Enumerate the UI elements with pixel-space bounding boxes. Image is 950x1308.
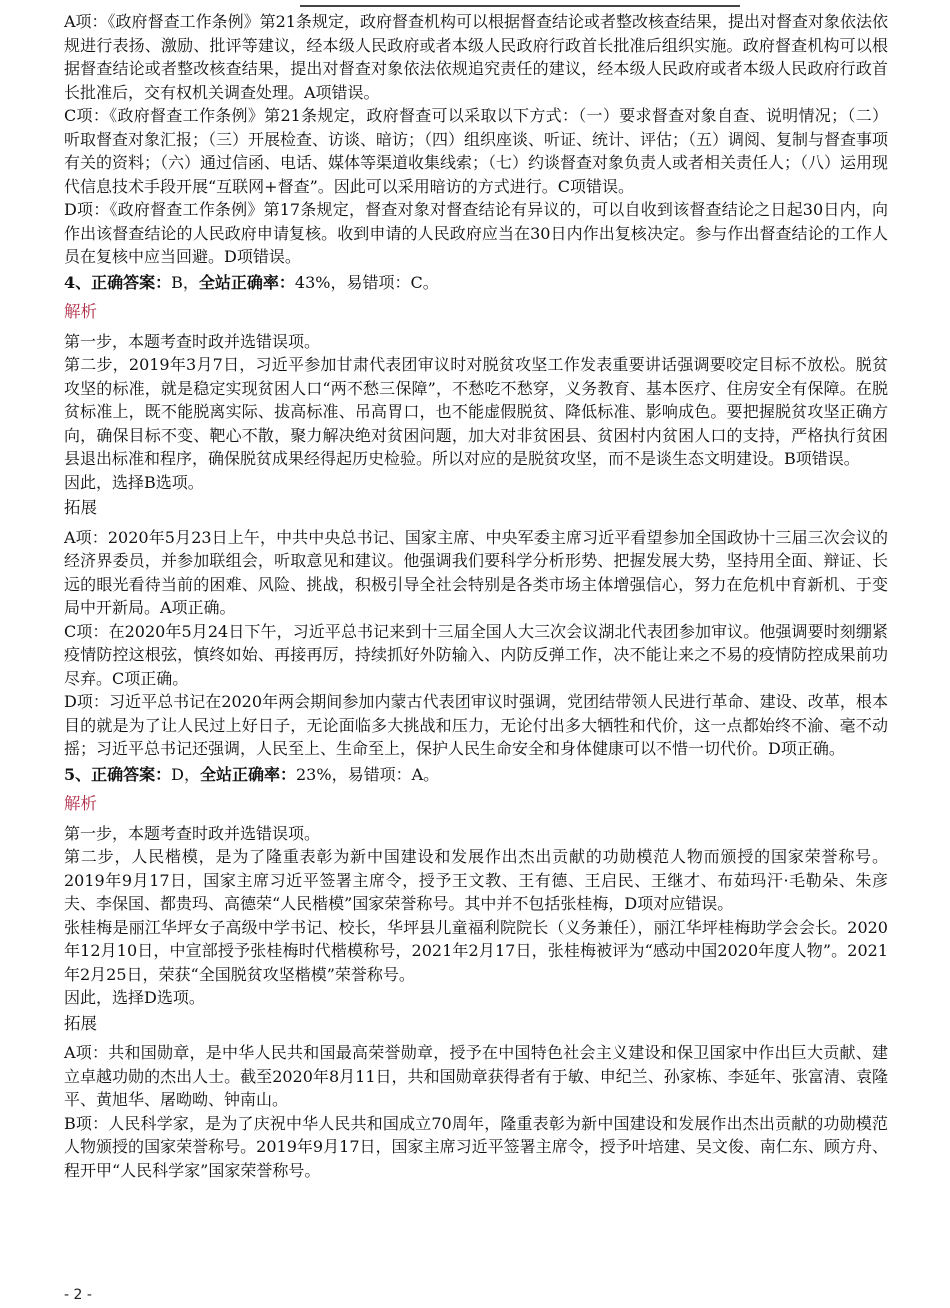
q4-rate-label: 全站正确率： [198, 272, 295, 292]
q4-answer-value: B， [171, 272, 199, 292]
q5-conclusion: 因此，选择D选项。 [64, 988, 205, 1007]
header-rule [300, 0, 740, 7]
q4-answer-label: 4、正确答案： [64, 272, 172, 292]
q4-answer-line [64, 271, 888, 295]
q3-option-a-paragraph: A项：《政府督查工作条例》第21条规定，政府督查机构可以根据督查结论或者整改核查结果，提出对督查对象依法依规进行表扬、激励、批评等建议，经本级人民政府或者本级人民政府行政首长批准后组织实施。政府督查机构可以根据督查结论或者整改核查结果，提出对督查对象依法依规追究责任的建议，经本级人民政府或者本级人民政府行政首长批准后，交有权机关调查处理。A项错误。 [64, 12, 888, 102]
q4-extension-option-d: D项：习近平总书记在2020年两会期间参加内蒙古代表团审议时强调，党团结带领人民进行革命、建设、改革，根本目的就是为了让人民过上好日子，无论面临多大挑战和压力，无论付出多大牺牲和代价，这一点都始终不渝、毫不动摇；习近平总书记还强调，人民至上、生命至上，保护人民生命安全和身体健康可以不惜一切代价。D项正确。 [64, 692, 888, 758]
q5-extension-heading: 拓展 [64, 1013, 97, 1033]
q5-extension-option-a: A项：共和国勋章，是中华人民共和国最高荣誉勋章，授予在中国特色社会主义建设和保卫国家中作出巨大贡献、建立卓越功勋的杰出人士。截至2020年8月11日，共和国勋章获得者有于敏、申纪兰、孙家栋、李延年、张富清、袁隆平、黄旭华、屠呦呦、钟南山。 [64, 1043, 888, 1109]
q4-extension-option-a: A项：2020年5月23日上午，中共中央总书记、国家主席、中央军委主席习近平看望参加全国政协十三届三次会议的经济界委员，并参加联组会，听取意见和建议。他强调我们要科学分析形势、把握发展大势，坚持用全面、辩证、长远的眼光看待当前的困难、风险、挑战，积极引导全社会特别是各类市场主体增强信心，努力在危机中育新机、于变局中开新局。A项正确。 [64, 527, 888, 617]
q3-option-c-paragraph: C项：《政府督查工作条例》第21条规定，政府督查可以采取以下方式：（一）要求督查对象自查、说明情况；（二）听取督查对象汇报；（三）开展检查、访谈、暗访；（四）组织座谈、听证、统计、评估；（五）调阅、复制与督查事项有关的资料；（六）通过信函、电话、媒体等渠道收集线索；（七）约谈督查对象负责人或者相关责任人；（八）运用现代信息技术手段开展“互联网+督查”。因此可以采用暗访的方式进行。C项错误。 [64, 106, 889, 196]
q4-step-one: 第一步，本题考查时政并选错误项。 [64, 331, 321, 351]
q5-rate-label: 全站正确率： [199, 764, 296, 784]
q5-analysis-heading: 解析 [64, 794, 97, 813]
q5-step-one: 第一步，本题考查时政并选错误项。 [64, 823, 321, 843]
page-number: - 2 - [64, 1287, 92, 1303]
q4-extension-option-c: C项：在2020年5月24日下午，习近平总书记来到十三届全国人大三次会议湖北代表团参加审议。他强调要时刻绷紧疫情防控这根弦，慎终如始、再接再厉，持续抓好外防输入、内防反弹工作，决不能让来之不易的疫情防控成果前功尽弃。C项正确。 [64, 621, 888, 688]
q4-step-two: 第二步，2019年3月7日，习近平参加甘肃代表团审议时对脱贫攻坚工作发表重要讲话强调要咬定目标不放松。脱贫攻坚的标准，就是稳定实现贫困人口“两不愁三保障”，不愁吃不愁穿，义务教育、基本医疗、住房安全有保障。在脱贫标准上，既不能脱离实际、拔高标准、吊高胃口，也不能虚假脱贫、降低标准、影响成色。要把握脱贫攻坚正确方向，确保目标不变、靶心不散，聚力解决绝对贫困问题，加大对非贫困县、贫困村内贫困人口的支持，严格执行贫困县退出标准和程序，确保脱贫成果经得起历史检验。所以对应的是脱贫攻坚，而不是谈生态文明建设。B项错误。 [64, 355, 888, 468]
q4-analysis-heading: 解析 [64, 302, 97, 321]
page-content [64, 10, 888, 1182]
q5-answer-line [64, 763, 888, 787]
q5-zhang-guimei-paragraph: 张桂梅是丽江华坪女子高级中学书记、校长，华坪县儿童福利院院长（义务兼任），丽江华坪桂梅助学会会长。2020年12月10日，中宣部授予张桂梅时代楷模称号，2021年2月17日，张桂梅被评为“感动中国2020年度人物”。2021年2月25日，荣获“全国脱贫攻坚楷模”荣誉称号。 [64, 917, 888, 984]
q5-answer-value: D， [171, 764, 200, 784]
q5-rate-value: 23%，易错项：A。 [296, 764, 440, 784]
q4-conclusion: 因此，选择B选项。 [64, 472, 204, 492]
q5-extension-option-b: B项：人民科学家，是为了庆祝中华人民共和国成立70周年，隆重表彰为新中国建设和发展作出杰出贡献的功勋模范人物颁授的国家荣誉称号。2019年9月17日，国家主席习近平签署主席令，授予叶培建、吴文俊、南仁东、顾方舟、程开甲“人民科学家”国家荣誉称号。 [64, 1113, 888, 1180]
q4-rate-value: 43%，易错项：C。 [294, 272, 439, 292]
q3-option-d-paragraph: D项：《政府督查工作条例》第17条规定，督查对象对督查结论有异议的，可以自收到该督查结论之日起30日内，向作出该督查结论的人民政府申请复核。收到申请的人民政府应当在30日内作出复核决定。参与作出督查结论的工作人员在复核中应当回避。D项错误。 [64, 200, 888, 266]
q5-answer-label: 5、正确答案： [64, 764, 172, 784]
q5-step-two: 第二步，人民楷模，是为了隆重表彰为新中国建设和发展作出杰出贡献的功勋模范人物而颁授的国家荣誉称号。2019年9月17日，国家主席习近平签署主席令，授予王文教、王有德、王启民、王继才、布茹玛汗·毛勒朵、朱彦夫、李保国、都贵玛、高德荣“人民楷模”国家荣誉称号。其中并不包括张桂梅，D项对应错误。 [64, 847, 888, 913]
q4-extension-heading: 拓展 [64, 498, 97, 517]
